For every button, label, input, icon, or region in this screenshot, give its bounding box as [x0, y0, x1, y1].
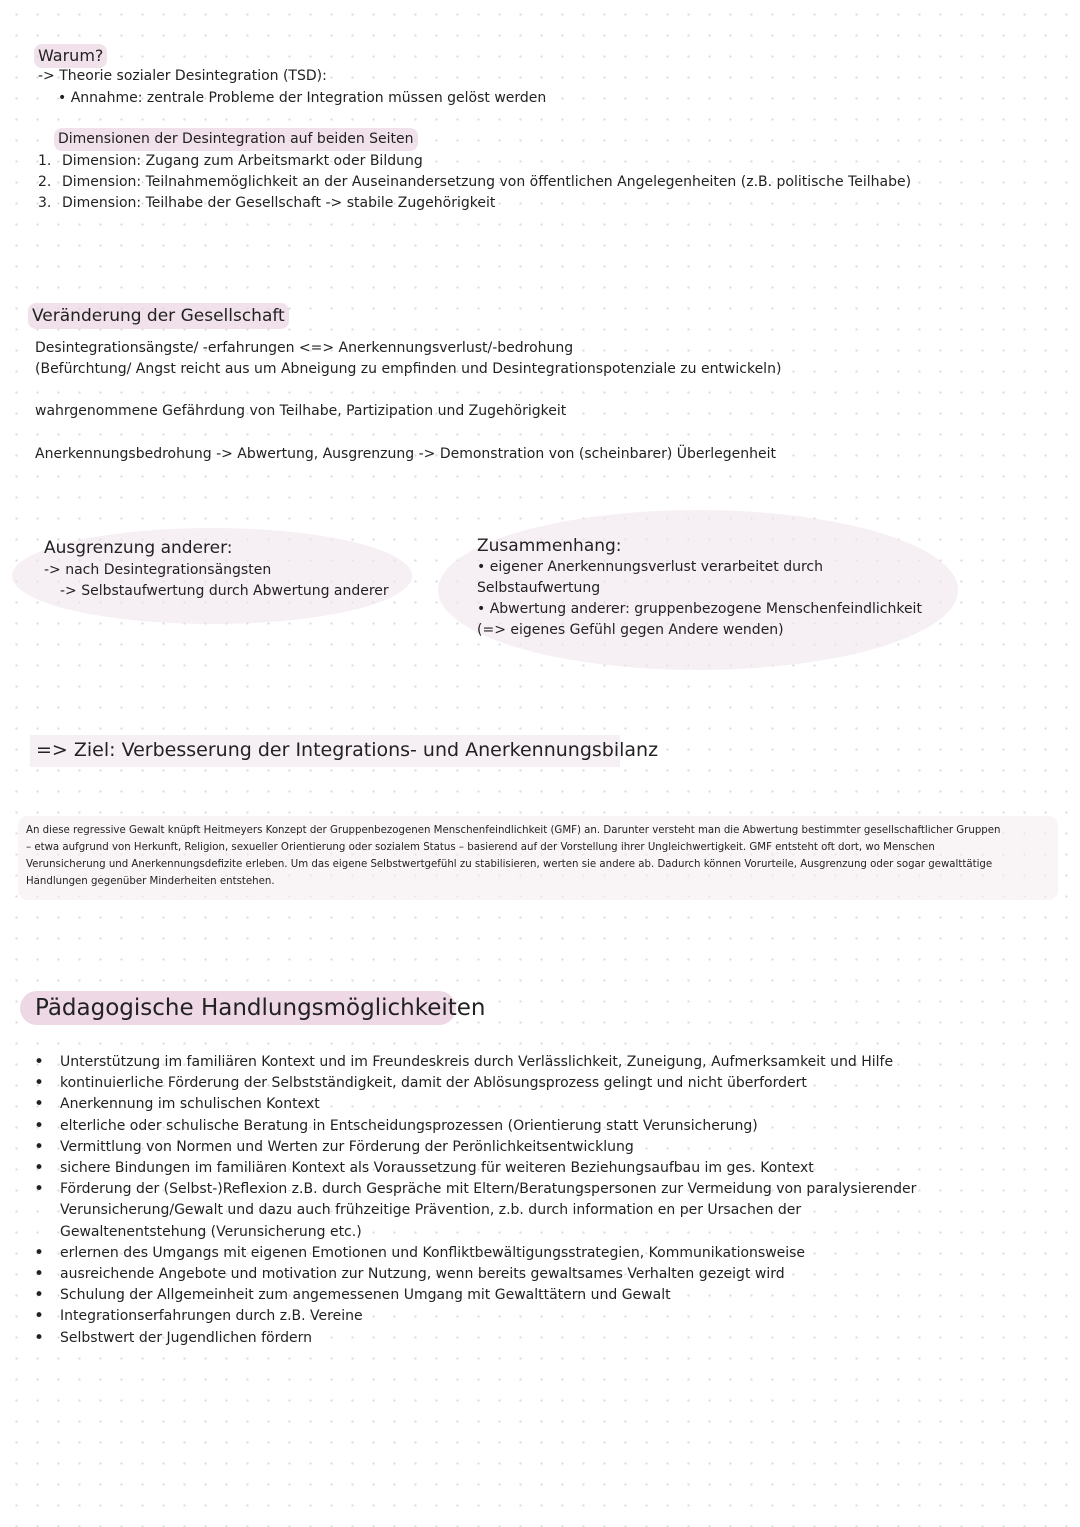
ausgrenzung-heading: Ausgrenzung anderer: — [44, 538, 233, 558]
veraenderung-line: wahrgenommene Gefährdung von Teilhabe, Partizipation und Zugehörigkeit — [35, 403, 567, 419]
ausgrenzung-line: -> Selbstaufwertung durch Abwertung anderer — [60, 583, 389, 599]
list-item — [34, 1179, 1054, 1243]
gmf-line: Handlungen gegenüber Minderheiten entstehen. — [26, 876, 275, 887]
dimension-number: 2. — [38, 174, 52, 190]
zusammenhang-heading: Zusammenhang: — [477, 536, 622, 556]
annahme-line — [58, 88, 546, 109]
warum-heading: Warum? — [34, 44, 107, 68]
veraenderung-line: Desintegrationsängste/ -erfahrungen <=> Anerkennungsverlust/-bedrohung — [35, 340, 574, 356]
zusammenhang-line: (=> eigenes Gefühl gegen Andere wenden) — [477, 622, 784, 638]
tsd-line: -> Theorie sozialer Desintegration (TSD): — [38, 68, 327, 84]
dimension-number: 3. — [38, 195, 52, 211]
list-item: • erlernen des Umgangs mit eigenen Emotionen und Konfliktbewältigungsstrategien, Kommunikationsweise — [34, 1243, 1054, 1264]
dimension-text: Dimension: Teilnahmemöglichkeit an der Auseinandersetzung von öffentlichen Angelegenheiten (z.B. politische Teilhabe) — [62, 174, 912, 190]
zusammenhang-line: Selbstaufwertung — [477, 580, 601, 596]
dimension-text: Dimension: Zugang zum Arbeitsmarkt oder Bildung — [62, 153, 423, 169]
list-item: • Selbstwert der Jugendlichen fördern — [34, 1328, 1054, 1349]
veraenderung-heading: Veränderung der Gesellschaft — [28, 303, 289, 329]
gmf-paragraph — [26, 822, 1056, 890]
ausgrenzung-line: -> nach Desintegrationsängsten — [44, 562, 272, 578]
list-item-line: Verunsicherung/Gewalt und dazu auch frühzeitige Prävention, z.b. durch information en per Ursachen der — [60, 1202, 802, 1219]
list-item: • elterliche oder schulische Beratung in Entscheidungsprozessen (Orientierung statt Verunsicherung) — [34, 1116, 1054, 1137]
dimension-item — [38, 172, 911, 193]
bullet-icon: • — [58, 90, 67, 106]
ziel-line: => Ziel: Verbesserung der Integrations- und Anerkennungsbilanz — [36, 739, 659, 761]
dimension-number: 1. — [38, 153, 52, 169]
list-item: • Schulung der Allgemeinheit zum angemessenen Umgang mit Gewalttätern und Gewalt — [34, 1285, 1054, 1306]
dimensions-heading: Dimensionen der Desintegration auf beiden Seiten — [54, 128, 418, 151]
dimension-item — [38, 193, 495, 214]
list-item: • ausreichende Angebote und motivation zur Nutzung, wenn bereits gewaltsames Verhalten gezeigt wird — [34, 1264, 1054, 1285]
list-item: • kontinuierliche Förderung der Selbstständigkeit, damit der Ablösungsprozess gelingt und nicht überfordert — [34, 1073, 1054, 1094]
paed-heading: Pädagogische Handlungsmöglichkeiten — [35, 995, 486, 1021]
annahme-text: Annahme: zentrale Probleme der Integration müssen gelöst werden — [70, 90, 547, 106]
gmf-line: An diese regressive Gewalt knüpft Heitmeyers Konzept der Gruppenbezogenen Menschenfeindlichkeit (GMF) an. Darunter versteht man die Abwertung bestimmter gesellschaftlicher Gruppen — [26, 825, 1001, 836]
list-item-line: Gewaltenentstehung (Verunsicherung etc.) — [60, 1223, 362, 1240]
list-item: • sichere Bindungen im familiären Kontext als Voraussetzung für weiteren Beziehungsaufbau im ges. Kontext — [34, 1158, 1054, 1179]
gmf-line: Verunsicherung und Anerkennungsdefizite erleben. Um das eigene Selbstwertgefühl zu stabilisieren, werten sie andere ab. Dadurch können Vorurteile, Ausgrenzung oder sogar gewalttätige — [26, 859, 993, 870]
list-item: • Integrationserfahrungen durch z.B. Vereine — [34, 1306, 1054, 1327]
zusammenhang-line: • Abwertung anderer: gruppenbezogene Menschenfeindlichkeit — [477, 601, 922, 617]
dimension-text: Dimension: Teilhabe der Gesellschaft -> stabile Zugehörigkeit — [62, 195, 496, 211]
veraenderung-line: (Befürchtung/ Angst reicht aus um Abneigung zu empfinden und Desintegrationspotenziale zu entwickeln) — [35, 361, 782, 377]
list-item: • Anerkennung im schulischen Kontext — [34, 1094, 1054, 1115]
list-item-line: Förderung der (Selbst-)Reflexion z.B. durch Gespräche mit Eltern/Beratungspersonen zur Vermeidung von paralysierender — [60, 1181, 917, 1198]
paed-list — [34, 1052, 1054, 1349]
list-item: • Unterstützung im familiären Kontext und im Freundeskreis durch Verlässlichkeit, Zuneigung, Aufmerksamkeit und Hilfe — [34, 1052, 1054, 1073]
dimension-item — [38, 151, 423, 172]
list-item: • Vermittlung von Normen und Werten zur Förderung der Perönlichkeitsentwicklung — [34, 1137, 1054, 1158]
gmf-line: – etwa aufgrund von Herkunft, Religion, sexueller Orientierung oder sozialem Status – basierend auf der Vorstellung ihrer Ungleichwertigkeit. GMF entsteht oft dort, wo Menschen — [26, 842, 935, 853]
zusammenhang-line: • eigener Anerkennungsverlust verarbeitet durch — [477, 559, 823, 575]
veraenderung-line: Anerkennungsbedrohung -> Abwertung, Ausgrenzung -> Demonstration von (scheinbarer) Überlegenheit — [35, 446, 777, 462]
